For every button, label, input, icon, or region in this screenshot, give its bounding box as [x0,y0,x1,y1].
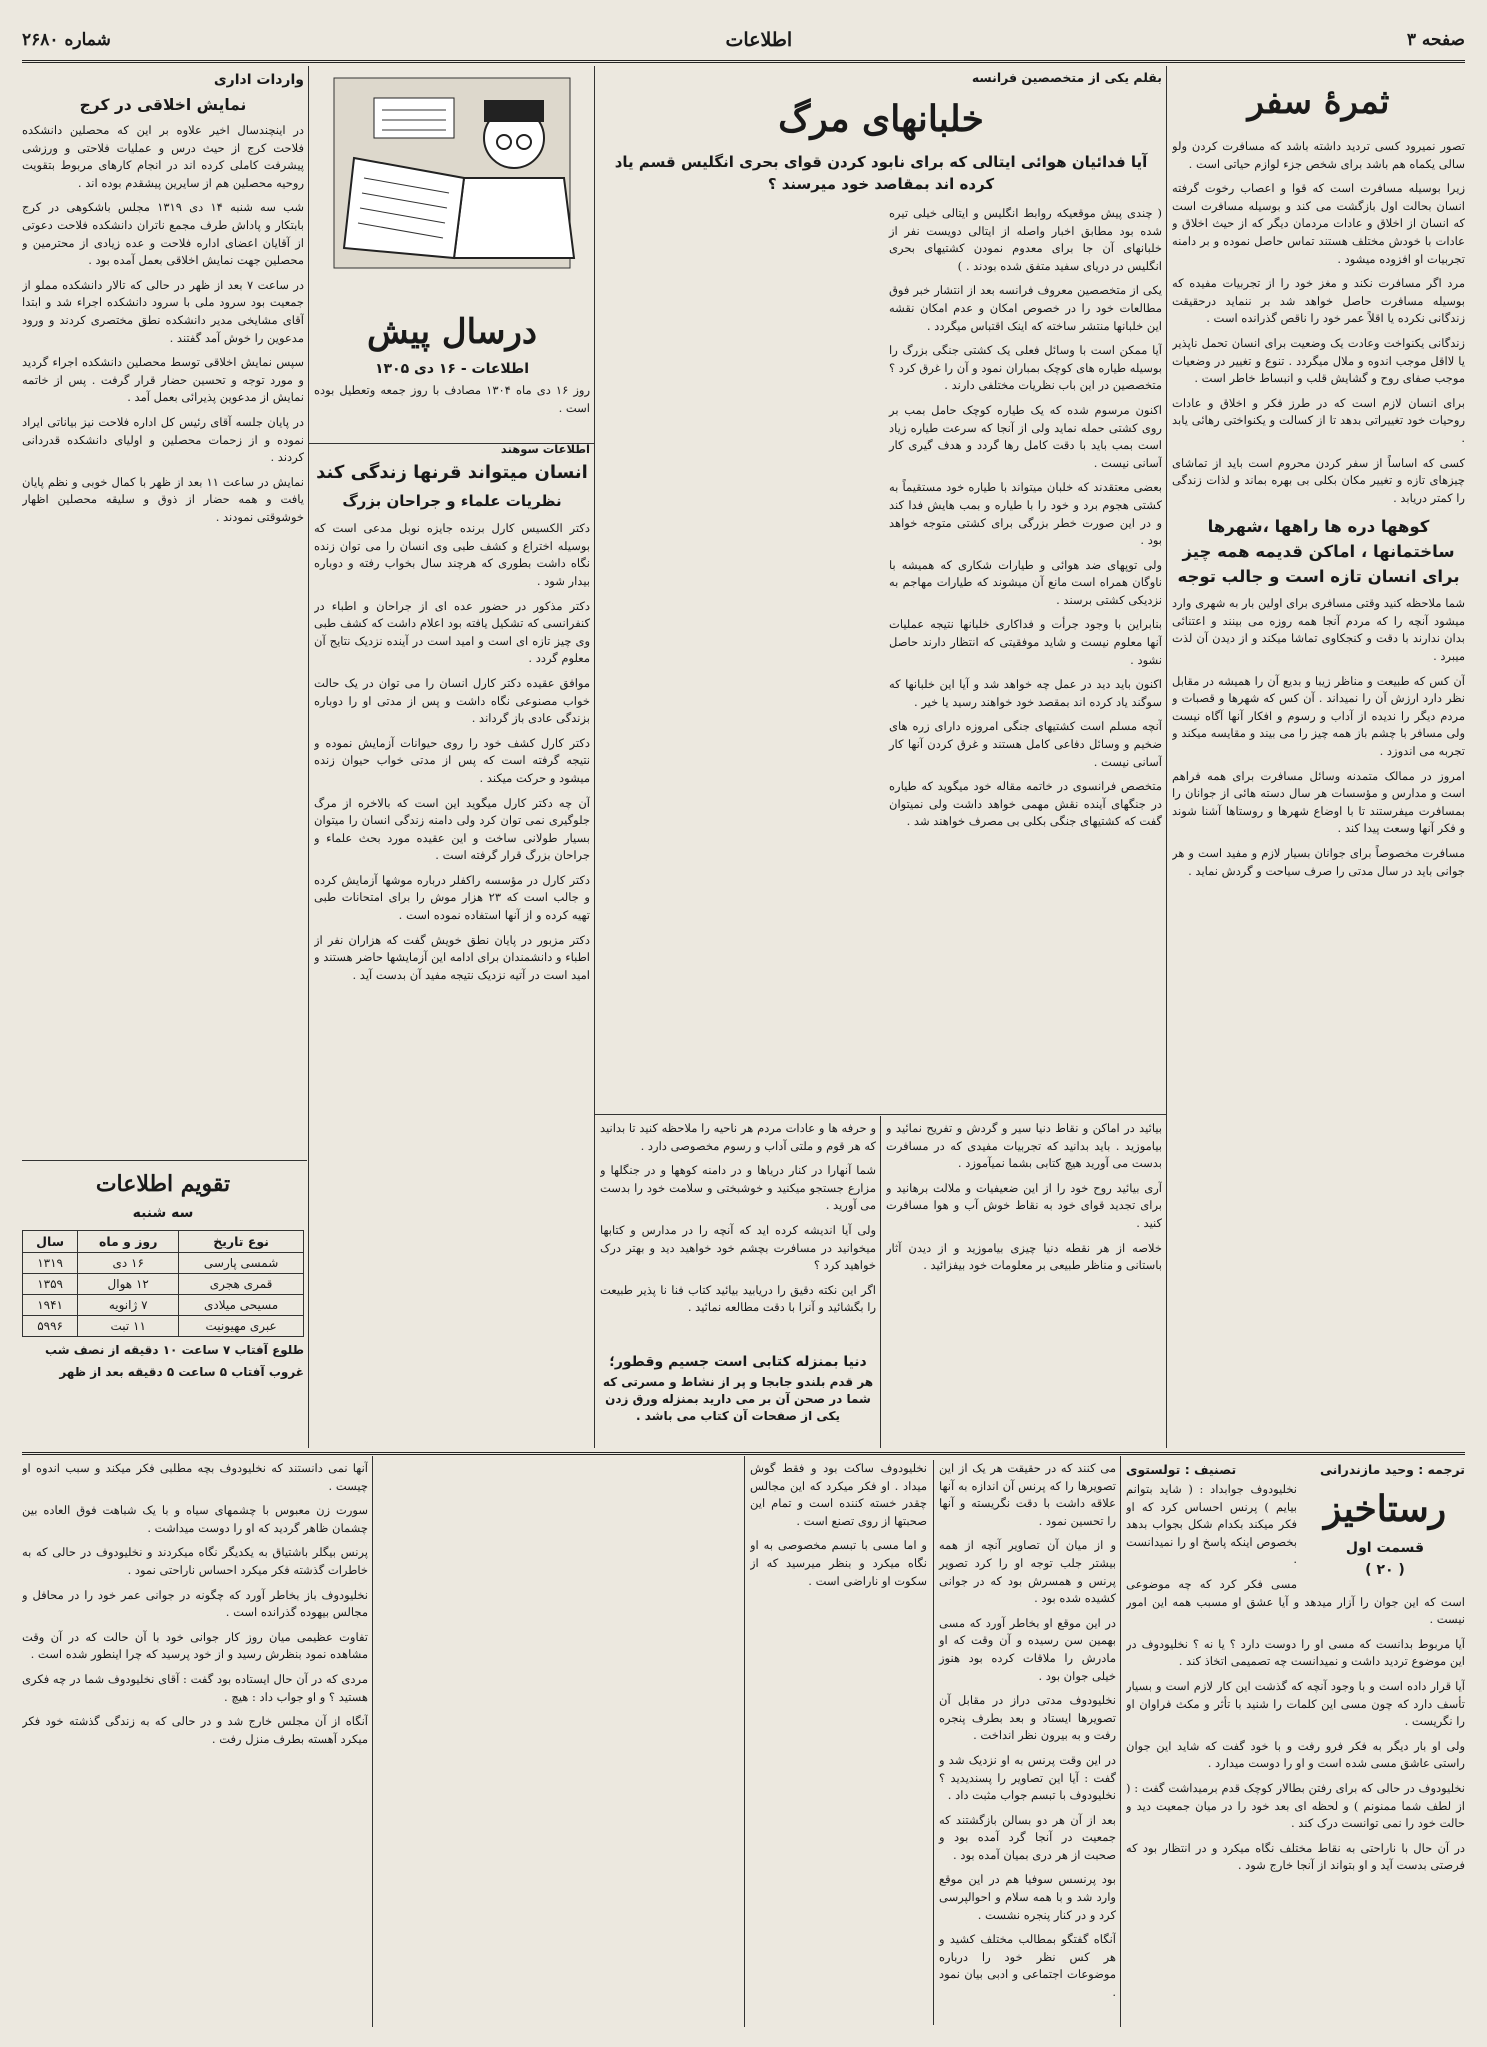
paragraph: بعضی معتقدند که خلبان میتواند با طیاره خود مستقیماً به کشتی هجوم برد و خود را با طیاره و بمب هایش فدا کند و در این صورت خطر بزرگی برای کشتی متوجه خواهد بود . [889,480,1162,548]
paragraph: متخصص فرانسوی در خاتمه مقاله خود میگوید که طیاره در جنگهای آینده نقش مهمی خواهد داشت ولی نمیتوان گفت که کشتیهای جنگی بکلی بی مصرف خواهند شد . [889,779,1162,829]
section-dateline: اطلاعات - ۱۶ دی ۱۳۰۵ [374,361,530,377]
column-serial-end-2 [378,1460,740,2025]
article-title: دنیا بمنزله کتابی است جسیم وقطور؛ [609,1354,867,1370]
article-kicker: بقلم یکی از متخصصین فرانسه [971,70,1162,85]
paragraph: آنگاه گفتگو بمطالب مختلف کشید و هر کس نظر خود را درباره موضوعات اجتماعی و ادبی بیان نمود . [939,1932,1116,2000]
table-row [23,1274,304,1295]
paragraph: آنگاه از آن مجلس خارج شد و در حالی که به زندگی گذشته خود فکر میکرد آهسته بطرف منزل رفت . [22,1714,368,1746]
paragraph: پرنس بیگلر باشتیاق به یکدیگر نگاه میکردند و نخلیودوف در حالی که به خاطرات گذشته فکر میکرد احساس ناراحتی نمود . [22,1545,368,1577]
paragraph: آری بیائید روح خود را از این ضعیفیات و ملالت برهانید و برای تجدید قوای خود به نقاط خوش آب و هوا مسافرت کنید . [886,1180,1162,1230]
article-subheading: کوهها دره ها راهها ،شهرها ساختمانها ، اماکن قدیمه همه چیز برای انسان تازه است و جالب توجه [1177,517,1460,587]
article-subtitle: آیا فدائیان هوائی ایتالی که برای نابود کردن قوای بحری انگلیس قسم یاد کرده اند بمقاصد خود میرسند ؟ [614,153,1148,193]
table-header-row [23,1231,304,1253]
column-pilots-article [600,68,1162,1112]
issue-number: شماره ۲۶۸۰ [22,30,111,50]
paragraph: در این وقت پرنس به او نزدیک شد و گفت : آیا این تصاویر را پسندیدید ؟ نخلیودوف با تبسم جواب مثبت داد . [939,1752,1116,1803]
paragraph: دکتر مزبور در پایان نطق خویش گفت که هزاران نفر از اطباء و دانشمندان برای ادامه این آزمایشها حاضر هستند و امید است در آتیه نزدیک نتیجه مفید آن بدست آید . [314,932,590,982]
paragraph: اگر این نکته دقیق را دریابید بیائید کتاب فنا نا پذیر طبیعت را بگشائید و آنرا با دقت مطالعه نمائید . [600,1282,876,1315]
table-cell: ۱۳۱۹ [23,1253,78,1274]
calendar-box [22,1166,304,1448]
paragraph: موافق عقیده دکتر کارل انسان را می توان در یک حالت خواب مصنوعی نگاه داشت و پس از مدتی او را دوباره بزندگی عادی باز گرداند . [314,675,590,726]
paragraph: آنچه مسلم است کشتیهای جنگی امروزه دارای زره های ضخیم و وسائل دفاعی کامل هستند و غرق کردن آنها کار آسانی نیست . [889,719,1162,769]
paragraph: بعد از آن هر دو بسالن بازگشتند که جمعیت در آنجا گرد آمده بود و صحبت از هر دری بمیان آمده بود . [939,1812,1116,1862]
paragraph: ( چندی پیش موقعیکه روابط انگلیس و ایتالی خیلی تیره شده بود مطابق اخبار واصله از ایتالی دویست نفر از خلبانهای آن جا برای معدوم نمودن کشتیهای بحری انگلیس در دریای سفید متفق شده بودند . ) [889,206,1162,273]
article-title: خلبانهای مرگ [778,98,984,140]
paragraph: بنابراین با وجود جرأت و فداکاری خلبانها نتیجه عملیات آنها معلوم نیست و شاید موفقیتی که انتظار دارند حاصل نشود . [889,617,1162,667]
paragraph: و از میان آن تصاویر آنچه از همه بیشتر جلب توجه او را کرد تصویر پرنس و همسرش بود که در جوانی کشیده شده بود . [939,1538,1116,1606]
paragraph: دکتر مذکور در حضور عده ای از جراحان و اطباء در کنفرانسی که تشکیل یافته بود اعلام داشت که کشف طبی وی چیز تازه ای است و امید است در آینده نزدیک نتایج آن معلوم گردد . [314,598,590,666]
paragraph: ولی او بار دیگر به فکر فرو رفت و با خود گفت که شاید این جوان راستی عاشق مسی شده است و او را دوست میدارد . [1126,1738,1465,1771]
paragraph: بود پرنسس سوفیا هم در این موقع وارد شد و با همه سلام و احوالپرسی کرد و در کنار پنجره نشست . [939,1872,1116,1922]
table-cell: ۱۳۵۹ [23,1274,78,1295]
section-label: واردات اداری [213,72,304,88]
table-header-cell: سال [23,1231,78,1253]
paragraph: ولی توپهای ضد هوائی و طیارات شکاری که همیشه با ناوگان همراه است مانع آن میشوند که طیارات مهاجم به نزدیکی کشتی برسند . [889,557,1162,607]
paragraph: شما ملاحظه کنید وقتی مسافری برای اولین بار به شهری وارد میشود آنچه را که مردم آنجا همه روزه می بینند و اعتنائی بدان ندارند با دقت و کنجکاوی تماشا میکند و از دیدن آن لذت میبرد . [1172,596,1465,664]
paragraph: مردی که در آن حال ایستاده بود گفت : آقای نخلیودوف شما در چه فکری هستید ؟ و او جواب داد : هیچ . [22,1671,368,1704]
table-cell: ۱۲ هوال [78,1274,179,1295]
calendar-table [22,1230,304,1337]
column-official-news [22,68,304,1158]
paragraph: آن کس که طبیعت و مناظر زیبا و بدیع آن را همیشه در مقابل نظر دارد ارزش آن را نمیداند . آن کس که شهرها و قصبات و مردم دیگر را ندیده از آداب و رسوم و افکار آنها آگاه نیست ولی مسافر با چشم باز همه چیز را می بیند و مقایسه میکند و تجربه می اندوزد . [1172,673,1465,759]
serial-part: قسمت اول [1345,1540,1425,1556]
table-row [23,1316,304,1337]
paragraph: بیائید در اماکن و نقاط دنیا سیر و گردش و تفریح نمائید و بیاموزید . باید بدانید که تجربیات مفیدی که در مسافرت بدست می آورید هیچ کتابی بشما نمیآموزد . [886,1121,1162,1171]
column-travel-article [1172,68,1465,1448]
paragraph: مسافرت مخصوصاً برای جوانان بسیار لازم و مفید است و هر جوانی باید در سال مدتی را صرف سیاحت و گردش نماید . [1172,846,1465,878]
paragraph: می کنند که در حقیقت هر یک از این تصویرها را که پرنس آن اندازه به آنها علاقه داشت با دقت نگریسته و آنها را تحسین نمود . [939,1461,1116,1528]
column-serial-continued [750,1460,1116,2025]
reading-man-illustration [314,68,590,298]
page-header [22,20,1465,63]
sunrise-time: طلوع آفتاب ۷ ساعت ۱۰ دقیقه از نصف شب [45,1343,304,1357]
paragraph: نمایش در ساعت ۱۱ بعد از ظهر با کمال خوبی و نظم پایان یافت و همه حضار از ذوق و سلیقه محصلین اظهار خوشوقتی نمودند . [22,474,304,524]
article-title: نمایش اخلاقی در کرج [79,96,247,114]
column-resurrection-serial [1126,1460,1465,2025]
paragraph: مسی فکر کرد که چه موضوعی است که این جوان را آزار میدهد و آیا عشق او مسبب همه این امور نیست . [1126,1576,1465,1627]
serial-credits [1126,1462,1465,1477]
paragraph: کسی که اساساً از سفر کردن محروم است باید از تماشای چیزهای تازه و تغییر مکان بکلی بی بهره بماند و لذات زندگی را کمتر دریابد . [1172,455,1465,505]
newspaper-page [22,20,1465,2027]
paragraph: در آن حال با ناراحتی به نقاط مختلف نگاه میکرد و در انتظار بود که فرصتی بدست آید و او بتواند از آنجا خارج شود . [1126,1840,1465,1873]
article-title: انسان میتواند قرنها زندگی کند [316,462,588,484]
article-subtitle: نظریات علماء و جراحان بزرگ [342,492,562,511]
paragraph: شما آنهارا در کنار دریاها و در دامنه کوهها و در جنگلها و مزارع جستجو میکنید و خوشبختی و سلامت خود را بدست می آورید . [600,1163,876,1213]
column-serial-end [22,1460,368,2025]
paragraph: در اینچندسال اخیر علاوه بر این که محصلین دانشکده فلاحت کرج از حیث درس و عملیات فلاحتی و ورزشی پیشرفت کاملی کرده اند در انجام کارهای مربوط بتقویت روحیه محصلین هم از سایرین پیشقدم بوده اند . [22,123,304,190]
table-cell: ۱۱ تبت [78,1316,179,1337]
paragraph: نخلیودوف ساکت بود و فقط گوش میداد . او فکر میکرد که این مجالس چقدر خسته کننده است و تمام این صحبتها از روی تصنع است . [750,1461,927,1528]
paragraph: اکنون مرسوم شده که یک طیاره کوچک حامل بمب بر روی کشتی حمله نماید ولی از آنجا که سرعت طیاره زیاد است بمب باید با دقت کامل رها گردد و هدف گیری کار آسانی نیست . [889,402,1162,470]
table-cell: مسیحی میلادی [179,1295,304,1316]
table-cell: ۵۹۹۶ [23,1316,78,1337]
paragraph: نخلیودوف مدتی دراز در مقابل آن تصویرها ایستاد و بعد بطرف پنجره رفت و به بیرون نظر انداخت . [939,1693,1116,1743]
paragraph: روز ۱۶ دی ماه ۱۳۰۴ مصادف با روز جمعه وتعطیل بوده است . [314,383,590,415]
paragraph: دکتر کارل کشف خود را روی حیوانات آزمایش نموده و نتیجه گرفته است که پس از مدتی خواب حیوان زنده میشود و حرکت میکند . [314,735,590,785]
paragraph: آیا ممکن است با وسائل فعلی یک کشتی جنگی بزرگ را بوسیله طیاره های کوچک بمباران نمود و آن را غرق کرد ؟ متخصصین در این باب نظریات مختلفی دارند . [889,343,1162,393]
column-ten-years-ago [314,68,590,1448]
paragraph: و حرفه ها و عادات مردم هر ناحیه را ملاحظه کنید تا بدانید که هر قوم و ملتی آداب و رسوم مخصوصی دارد . [600,1121,876,1153]
table-cell: عبری مهیونیت [179,1316,304,1337]
paragraph: آنها نمی دانستند که نخلیودوف بچه مطلبی فکر میکند و سبب اندوه او چیست . [22,1461,368,1493]
table-row [23,1253,304,1274]
serial-title-block [1305,1481,1465,1581]
serial-title: رستاخیز [1323,1488,1447,1530]
table-cell: ۱۶ دی [78,1253,179,1274]
sunset-time: غروب آفتاب ۵ ساعت ۵ دقیقه بعد از ظهر [59,1365,304,1379]
table-cell: ۱۹۴۱ [23,1295,78,1316]
article-subtitle: هر قدم بلندو جابجا و پر از نشاط و مسرتی که شما در صحن آن بر می دارید بمنزله ورق زدن یکی از صفحات آن کتاب می باشد . [602,1375,874,1423]
paragraph: ولی آیا اندیشه کرده اید که آنچه را در مدارس و کتابها میخوانید در مسافرت بچشم خود خواهید دید و بهتر درک خواهید کرد ؟ [600,1222,876,1273]
serial-number: ( ۲۰ ) [1365,1562,1405,1578]
paragraph: در این موقع او بخاطر آورد که مسی بهمین سن رسیده و آن وقت که او مادرش را ملاقات کرده بود هنوز خیلی جوان بود . [939,1615,1116,1683]
source-note: اطلاعات سوهند [500,442,590,457]
paragraph: مرد اگر مسافرت نکند و مغز خود را از تجربیات مفیده که بوسیله مسافرت حاصل خواهد شد بر ننماید درحقیقت زندگانی نکرده یا اقلاً عمر خود را ناقص گذرانده است . [1172,276,1465,326]
paragraph: و اما مسی با تبسم مخصوصی به او نگاه میکرد و بنظر میرسید که از سکوت او ناراضی است . [750,1538,927,1588]
table-cell: ۷ ژانویه [78,1295,179,1316]
paragraph: در پایان جلسه آقای رئیس کل اداره فلاحت نیز بیاناتی ایراد نموده و از زحمات محصلین و اولیای دانشکده قدردانی کردند . [22,414,304,465]
paragraph: زیرا بوسیله مسافرت است که قوا و اعصاب رخوت گرفته انسان بحالت اول بازگشت می کند و بوسیله مسافرت است که انسان از اخلاق و عادات مردمان دیگر که از حیث اخلاق و عادات با خودش مختلف هستند تماس حاصل نموده و بر دامنه تجربیات او افزوده میشود . [1172,181,1465,266]
paragraph: آن چه دکتر کارل میگوید این است که بالاخره از مرگ جلوگیری نمی توان کرد ولی دامنه زندگی انسان را میتوان بسیار طولانی ساخت و این عقیده مورد بحث علماء و جراحان بزرگ قرار گرفته است . [314,795,590,863]
world-book-headline [600,1350,876,1446]
paragraph: امروز در ممالک متمدنه وسائل مسافرت برای همه فراهم است و مدارس و مؤسسات هر سال دسته هائی از جوانان را بمسافرت میفرستند تا با اوضاع شهرها و روستاها آشنا شوند و فکر آنها وسعت پیدا کند . [1172,768,1465,836]
table-header-cell: نوع تاریخ [179,1231,304,1253]
table-header-cell: روز و ماه [78,1231,179,1253]
paragraph: خلاصه از هر نقطه دنیا چیزی بیاموزید و از دیدن آثار باستانی و مناظر طبیعی بر معلومات خود بیفزائید . [886,1240,1162,1273]
table-row [23,1295,304,1316]
article-title: ثمرهٔ سفر [1247,82,1390,122]
paragraph: آیا مربوط بدانست که مسی او را دوست دارد ؟ یا نه ؟ نخلیودوف در این موضوع تردید داشت و نمیدانست چه تصمیمی اتخاذ کند . [1126,1636,1465,1669]
paragraph: نخلیودوف در حالی که برای رفتن بطالار کوچک قدم برمیداشت گفت : ( از لطف شما ممنونم ) و لحظه ای بعد خود را در میان جمعیت دید و حالت خود را نمی توانست درک کند . [1126,1780,1465,1831]
paragraph: یکی از متخصصین معروف فرانسه بعد از انتشار خبر فوق مطالعات خود را در خصوص امکان و عدم امکان نقشه این خلبانها منتشر ساخته که اینک اقتباس میگردد . [889,283,1162,333]
column-world-book-main [886,1120,1162,1446]
paragraph: آیا قرار داده است و با وجود آنچه که گذشت این کار لازم است و بسیار تأسف دارد که چون مسی این کلمات را شنید با تأثر و مکث فراوان او را نگریست . [1126,1678,1465,1729]
table-cell: شمسی پارسی [179,1253,304,1274]
paragraph: سپس نمایش اخلاقی توسط محصلین دانشکده اجراء گردید و مورد توجه و تحسین حضار قرار گرفت . پس از خاتمه نمایش از مدعوین پذیرائی بعمل آمد . [22,355,304,405]
calendar-weekday: سه شنبه [132,1205,194,1221]
paragraph: برای انسان لازم است که در طرز فکر و اخلاق و عادات روحیات خود تغییراتی بدهد تا از کسالت و یکنواختی رهائی یابد . [1172,395,1465,445]
paragraph: تصور نمیرود کسی تردید داشته باشد که مسافرت کردن ولو سالی یکماه هم باشد برای شخص جزء لوازم حیاتی است . [1172,139,1465,171]
paragraph: دکتر کارل در مؤسسه راکفلر درباره موشها آزمایش کرده و جالب است که ۲۳ هزار موش را برای امتحانات طبی تهیه کرده و از آنها استفاده نموده است . [314,872,590,923]
paragraph: زندگانی یکنواخت وعادت یک وضعیت برای انسان تحمل ناپذیر یا لااقل موجب اندوه و ملال میگردد . تنوع و تغییر در وضعیات موجب صفای روح و گشایش قلب و انبساط خاطر است . [1172,335,1465,386]
paragraph: شب سه شنبه ۱۴ دی ۱۳۱۹ مجلس باشکوهی در کرج بابتکار و پاداش طرف مجمع ناتران دانشکده فلاحت دعوتی از آقایان اعضای اداره فلاحت و عده زیادی از محترمین و محصلین جهت نمایش اخلاقی بعمل آمده بود . [22,200,304,268]
article-body [600,205,1162,1105]
paragraph: تفاوت عظیمی میان روز کار جوانی خود با آن حالت که در آن وقت مشاهده نمود بنظرش رسید و از خود پرسید که چرا اینطور شده است . [22,1629,368,1662]
translator-credit: ترجمه : وحید مازندرانی [1320,1462,1465,1477]
paragraph: نخلیودوف جوابداد : ( شاید بتوانم بیایم ) پرنس احساس کرد که او فکر میکند بکدام شکل بجواب بدهد بخصوص اینکه پاسخ او را نمیدانست . [1126,1482,1297,1567]
author-credit: تصنیف : تولستوی [1126,1462,1237,1477]
table-cell: قمری هجری [179,1274,304,1295]
paragraph: دکتر الکسیس کارل برنده جایزه نوبل مدعی است که بوسیله اختراع و کشف طبی وی انسان را می توان زنده نگاه داشت بطوری که هرچند سال بخواب رفته و دوباره بیدار شود . [314,521,590,588]
calendar-title: تقویم اطلاعات [95,1171,231,1197]
paragraph: در ساعت ۷ بعد از ظهر در حالی که تالار دانشکده مملو از جمعیت بود سرود ملی با سرود دانشکده اجراء شد و ابتدا آقای مشایخی مدیر دانشکده نطق مختصری کردند و ورود مدعوین را خوش آمد گفتند . [22,277,304,345]
page-number: صفحه ۳ [1406,30,1465,50]
section-banner: درسال پیش [366,312,538,352]
paragraph: اکنون باید دید در عمل چه خواهد شد و آیا این خلبانها که سوگند یاد کرده اند بمقصد خود خواهند رسید یا خیر . [889,677,1162,709]
paragraph: نخلیودوف باز بخاطر آورد که چگونه در جوانی عمر خود را در محافل و مجالس بیهوده گذرانده است . [22,1587,368,1620]
paragraph: سورت زن معبوس با چشمهای سیاه و با یک شباهت فوق العاده بین چشمان ظاهر گردید که او را دوست میداشت . [22,1503,368,1535]
masthead-name: اطلاعات [725,29,793,51]
